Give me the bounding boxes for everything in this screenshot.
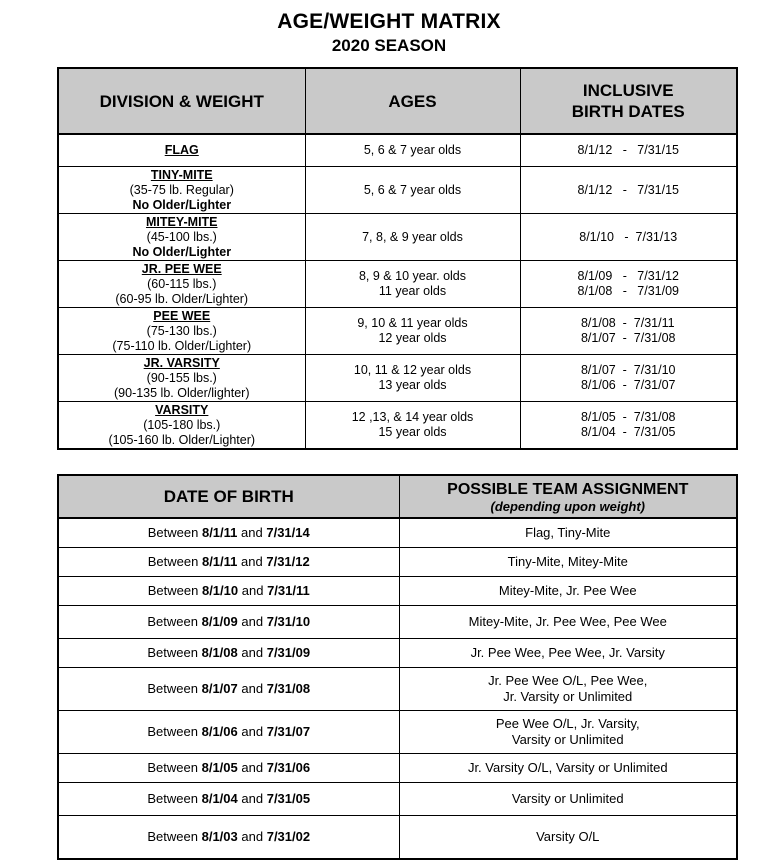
and-label: and (241, 829, 264, 844)
ages-line: 8, 9 & 10 year. olds (358, 269, 466, 283)
division-note: (75-110 lb. Older/Lighter) (112, 338, 252, 353)
date-from: 8/1/06 (201, 724, 238, 739)
table-row (58, 783, 737, 816)
team-assignment-line: Jr. Pee Wee O/L, Pee Wee, (488, 673, 648, 688)
between-label: Between (147, 724, 198, 739)
birth-dates-group (578, 269, 679, 299)
ages-cell (305, 134, 520, 167)
page-subtitle: 2020 SEASON (331, 36, 447, 55)
birth-date-range: 8/1/04 - 7/31/05 (580, 425, 676, 439)
date-of-birth-cell (58, 816, 399, 860)
and-label: and (241, 791, 264, 806)
division-name: TINY-MITE (150, 167, 213, 182)
team-assignment-line: Tiny-Mite, Mitey-Mite (507, 554, 628, 569)
division-cell (58, 214, 305, 261)
table-row (58, 816, 737, 860)
birth-dates-cell (520, 214, 737, 261)
team-assignment-line: Flag, Tiny-Mite (525, 525, 611, 540)
team-assignment-line: Mitey-Mite, Jr. Pee Wee, Pee Wee (468, 614, 667, 629)
ages-line: 13 year olds (378, 378, 447, 392)
between-label: Between (147, 645, 198, 660)
and-label: and (241, 724, 264, 739)
header-date-of-birth: DATE OF BIRTH (58, 475, 399, 518)
header-division: DIVISION & WEIGHT (58, 68, 305, 134)
team-assignment-cell (399, 518, 737, 548)
table-row (58, 639, 737, 668)
table-row (58, 167, 737, 214)
birth-dates-cell (520, 167, 737, 214)
division-note: (60-95 lb. Older/Lighter) (115, 291, 249, 306)
division-name: VARSITY (155, 402, 209, 417)
table-header-row (58, 475, 737, 518)
date-of-birth-cell (58, 518, 399, 548)
division-weight: (60-115 lbs.) (147, 276, 217, 291)
date-to: 7/31/09 (266, 645, 311, 660)
date-to: 7/31/07 (266, 724, 311, 739)
table-row (58, 134, 737, 167)
ages-line: 11 year olds (378, 284, 447, 298)
birth-date-range: 8/1/07 - 7/31/10 (580, 363, 676, 377)
between-label: Between (147, 681, 198, 696)
table-row (58, 754, 737, 783)
date-to: 7/31/12 (266, 554, 310, 569)
header-team-assignment (399, 475, 737, 518)
table-row (58, 711, 737, 754)
ages-cell (305, 261, 520, 308)
birth-date-range: 8/1/08 - 7/31/11 (580, 316, 675, 330)
team-assignment-line: Varsity or Unlimited (511, 791, 624, 806)
birth-dates-cell (520, 134, 737, 167)
division-cell (58, 134, 305, 167)
birth-dates-cell (520, 402, 737, 450)
division-cell (58, 402, 305, 450)
ages-line: 7, 8, & 9 year olds (362, 229, 463, 244)
and-label: and (241, 614, 264, 629)
birth-dates-group (581, 363, 676, 393)
birth-date-range: 8/1/12 - 7/31/15 (577, 143, 679, 157)
table-row (58, 577, 737, 606)
date-from: 8/1/08 (201, 645, 238, 660)
table-row (58, 261, 737, 308)
birth-dates-group (579, 230, 677, 245)
ages-line: 15 year olds (378, 425, 447, 439)
date-from: 8/1/04 (201, 791, 238, 806)
and-label: and (241, 760, 264, 775)
team-assignment-line: Jr. Varsity or Unlimited (503, 689, 633, 704)
division-name: PEE WEE (153, 308, 211, 323)
birth-date-range: 8/1/05 - 7/31/08 (580, 410, 676, 424)
and-label: and (241, 525, 263, 540)
team-assignment-line: Varsity or Unlimited (511, 732, 624, 747)
header-team-assignment-subtitle: (depending upon weight) (490, 498, 646, 514)
team-assignment-cell (399, 754, 737, 783)
birth-date-range: 8/1/09 - 7/31/12 (577, 269, 679, 283)
division-cell (58, 308, 305, 355)
team-assignment-cell (399, 577, 737, 606)
birth-dates-cell (520, 308, 737, 355)
division-cell (58, 261, 305, 308)
table-row (58, 214, 737, 261)
division-weight: (35-75 lb. Regular) (129, 182, 234, 197)
team-assignment-line: Jr. Varsity O/L, Varsity or Unlimited (467, 760, 668, 775)
and-label: and (241, 554, 263, 569)
team-assignment-cell (399, 668, 737, 711)
ages-line: 9, 10 & 11 year olds (357, 316, 468, 330)
date-to: 7/31/14 (266, 525, 310, 540)
birth-date-range: 8/1/12 - 7/31/15 (577, 182, 679, 197)
ages-cell (305, 355, 520, 402)
table-row (58, 308, 737, 355)
division-note: No Older/Lighter (132, 244, 232, 259)
date-of-birth-cell (58, 548, 399, 577)
and-label: and (241, 583, 264, 598)
division-weight: (75-130 lbs.) (146, 323, 217, 338)
date-to: 7/31/06 (266, 760, 311, 775)
ages-cell (305, 308, 520, 355)
team-assignment-line: Varsity O/L (536, 829, 600, 844)
between-label: Between (147, 614, 198, 629)
division-cell (58, 167, 305, 214)
birth-dates-group (581, 410, 676, 440)
division-name: FLAG (164, 143, 199, 157)
birth-dates-group (581, 316, 676, 346)
date-from: 8/1/09 (201, 614, 238, 629)
team-assignment-line: Jr. Pee Wee, Pee Wee, Jr. Varsity (470, 645, 665, 660)
birth-dates-cell (520, 355, 737, 402)
division-note: No Older/Lighter (132, 197, 232, 212)
header-birth-dates-line1: INCLUSIVE (582, 81, 674, 100)
date-of-birth-cell (58, 639, 399, 668)
ages-line: 12 year olds (378, 331, 447, 345)
team-assignment-cell (399, 783, 737, 816)
team-assignment-cell (399, 639, 737, 668)
header-team-assignment-title: POSSIBLE TEAM ASSIGNMENT (447, 480, 689, 498)
division-name: JR. VARSITY (143, 355, 220, 370)
division-cell (58, 355, 305, 402)
header-birth-dates (520, 68, 737, 134)
team-assignment-cell (399, 606, 737, 639)
date-of-birth-cell (58, 577, 399, 606)
table-row (58, 402, 737, 450)
date-to: 7/31/08 (266, 681, 311, 696)
date-to: 7/31/02 (266, 829, 311, 844)
date-to: 7/31/11 (267, 583, 310, 598)
page-title: AGE/WEIGHT MATRIX (277, 10, 501, 33)
header-birth-dates-line2: BIRTH DATES (571, 102, 685, 121)
birth-date-range: 8/1/07 - 7/31/08 (580, 331, 676, 345)
date-to: 7/31/10 (266, 614, 311, 629)
birth-dates-group (578, 143, 679, 158)
date-of-birth-cell (58, 783, 399, 816)
and-label: and (241, 645, 264, 660)
date-from: 8/1/05 (201, 760, 238, 775)
date-from: 8/1/07 (201, 681, 238, 696)
table-row (58, 548, 737, 577)
division-weight: (105-180 lbs.) (143, 417, 221, 432)
between-label: Between (147, 829, 198, 844)
table-row (58, 355, 737, 402)
team-assignment-line: Pee Wee O/L, Jr. Varsity, (495, 716, 640, 731)
birth-dates-group (578, 183, 679, 198)
division-name: JR. PEE WEE (141, 261, 222, 276)
ages-cell (305, 167, 520, 214)
ages-line: 5, 6 & 7 year olds (363, 143, 462, 157)
division-note: (90-135 lb. Older/lighter) (114, 385, 250, 400)
date-from: 8/1/10 (201, 583, 239, 598)
date-of-birth-cell (58, 606, 399, 639)
team-assignment-cell (399, 548, 737, 577)
team-assignment-table (57, 474, 738, 860)
division-note: (105-160 lb. Older/Lighter) (108, 432, 256, 447)
birth-date-range: 8/1/06 - 7/31/07 (580, 378, 676, 392)
ages-line: 10, 11 & 12 year olds (353, 363, 472, 377)
division-weight: (90-155 lbs.) (146, 370, 217, 385)
birth-dates-cell (520, 261, 737, 308)
date-of-birth-cell (58, 711, 399, 754)
ages-cell (305, 214, 520, 261)
team-assignment-cell (399, 816, 737, 860)
division-weight: (45-100 lbs.) (146, 229, 217, 244)
birth-date-range: 8/1/10 - 7/31/13 (579, 229, 678, 244)
table-row (58, 518, 737, 548)
header-ages: AGES (305, 68, 520, 134)
table-row (58, 668, 737, 711)
date-from: 8/1/11 (201, 554, 238, 569)
ages-line: 12 ,13, & 14 year olds (351, 410, 474, 424)
and-label: and (241, 681, 264, 696)
date-of-birth-cell (58, 668, 399, 711)
between-label: Between (147, 525, 199, 540)
date-of-birth-cell (58, 754, 399, 783)
ages-line: 5, 6 & 7 year olds (363, 182, 462, 197)
date-from: 8/1/03 (201, 829, 238, 844)
date-from: 8/1/11 (201, 525, 238, 540)
between-label: Between (147, 554, 199, 569)
date-to: 7/31/05 (266, 791, 311, 806)
table-row (58, 606, 737, 639)
ages-cell (305, 402, 520, 450)
birth-date-range: 8/1/08 - 7/31/09 (577, 284, 679, 298)
team-assignment-line: Mitey-Mite, Jr. Pee Wee (498, 583, 637, 598)
team-assignment-cell (399, 711, 737, 754)
table-header-row (58, 68, 737, 134)
age-weight-table (57, 67, 738, 450)
between-label: Between (147, 760, 198, 775)
between-label: Between (147, 583, 199, 598)
division-name: MITEY-MITE (145, 214, 218, 229)
between-label: Between (147, 791, 198, 806)
